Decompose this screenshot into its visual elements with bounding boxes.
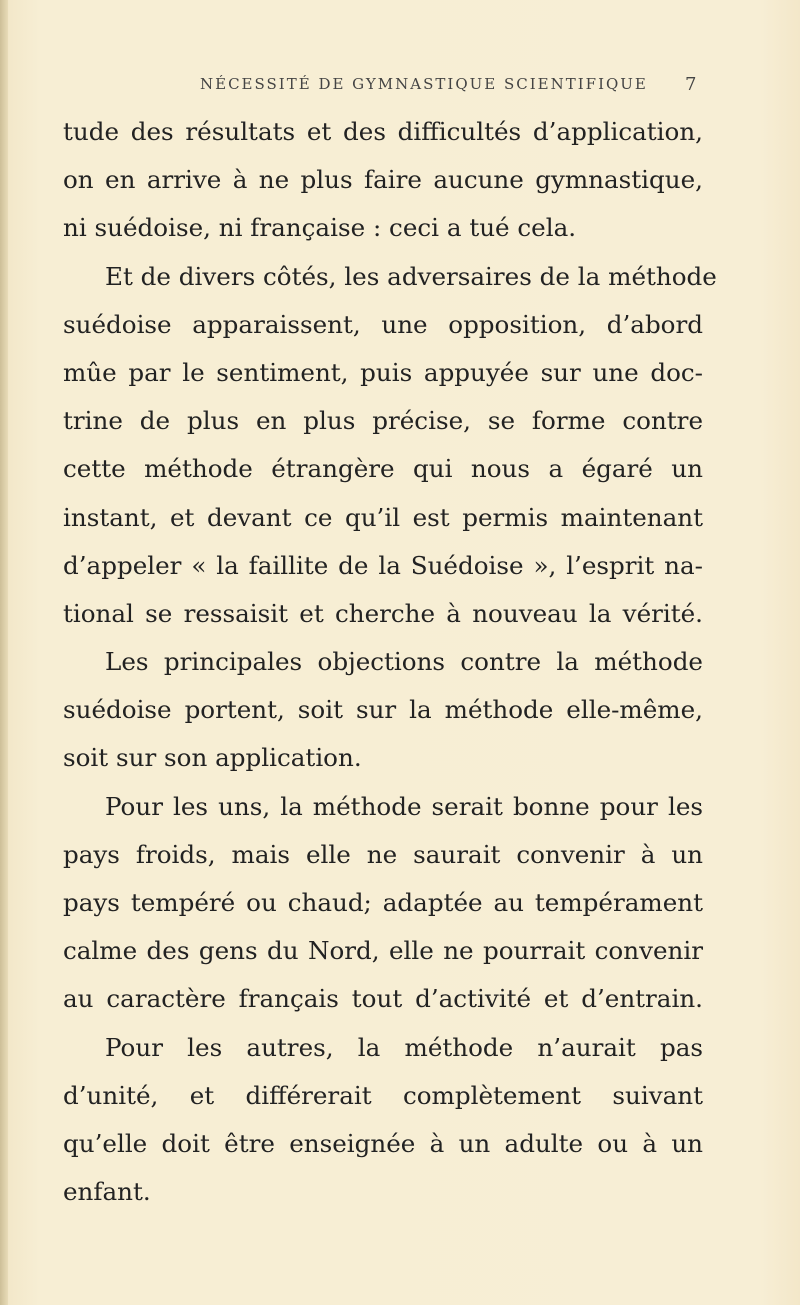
text-line: d’appeler « la faillite de la Suédoise », l’esprit na- (63, 550, 703, 580)
text-line: mûe par le sentiment, puis appuyée sur une doc- (63, 357, 703, 387)
text-line: cette méthode étrangère qui nous a égaré un (63, 454, 703, 484)
page-gutter (0, 0, 8, 1305)
text-line: qu’elle doit être enseignée à un adulte ou à un (63, 1128, 703, 1158)
text-line: instant, et devant ce qu’il est permis maintenant (63, 502, 703, 532)
page-number: 7 (685, 74, 697, 95)
text-line: suédoise portent, soit sur la méthode elle-même, (63, 695, 703, 725)
text-line: pays froids, mais elle ne saurait convenir à un (63, 839, 703, 869)
text-line: soit sur son application. (63, 743, 362, 773)
text-line: d’unité, et différerait complètement suivant (63, 1080, 703, 1110)
text-line: tional se ressaisit et cherche à nouveau la vérité. (63, 598, 703, 628)
text-line: enfant. (63, 1177, 151, 1207)
text-line: trine de plus en plus précise, se forme contre (63, 406, 703, 436)
text-line: au caractère français tout d’activité et d’entrain. (63, 984, 703, 1014)
text-line: tude des résultats et des difficultés d’application, (63, 117, 703, 146)
text-line: pays tempéré ou chaud; adaptée au tempérament (63, 888, 703, 917)
running-head: NÉCESSITÉ DE GYMNASTIQUE SCIENTIFIQUE (200, 75, 648, 93)
text-line: Pour les autres, la méthode n’aurait pas (105, 1032, 703, 1062)
text-line: Et de divers côtés, les adversaires de la méthode (105, 261, 717, 291)
text-line: Pour les uns, la méthode serait bonne pour les (105, 791, 703, 821)
body-text (63, 108, 717, 1216)
text-line: ni suédoise, ni française : ceci a tué cela. (63, 213, 577, 243)
text-line: calme des gens du Nord, elle ne pourrait convenir (63, 936, 703, 966)
text-line: Les principales objections contre la méthode (105, 647, 703, 677)
text-line: suédoise apparaissent, une opposition, d’abord (63, 309, 703, 339)
text-line: on en arrive à ne plus faire aucune gymnastique, (63, 165, 703, 195)
